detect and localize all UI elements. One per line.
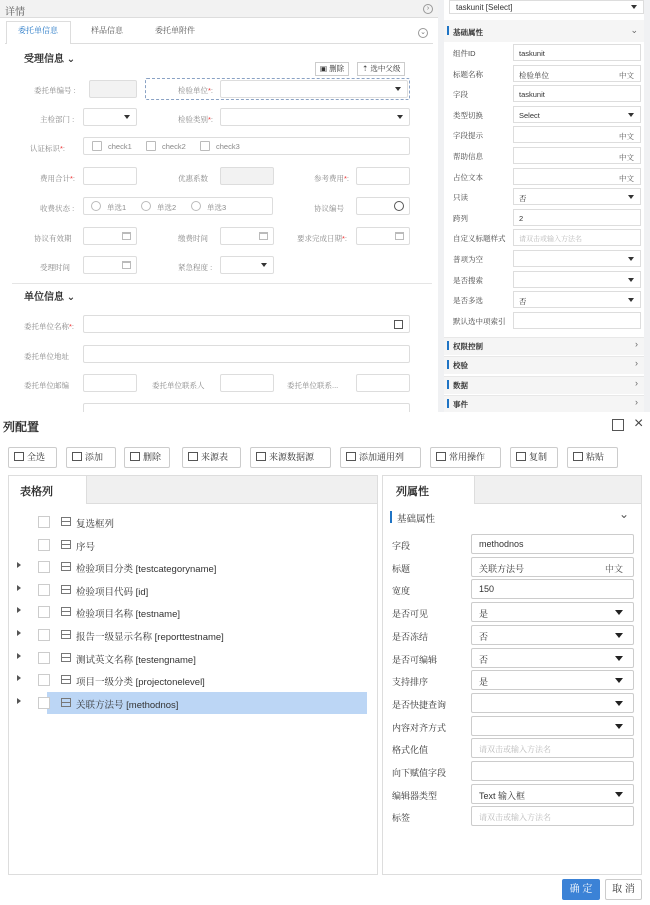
divider [12, 283, 432, 284]
discount-input[interactable] [220, 167, 274, 185]
client-phone-label: 委托单位联系... [287, 381, 339, 390]
row-checkbox[interactable] [38, 584, 50, 596]
prop-input[interactable] [471, 738, 634, 758]
accent-bar [447, 399, 449, 408]
tree-label: 检验项目代码 [id] [76, 586, 149, 598]
accent-bar [447, 360, 449, 369]
toolbar-button[interactable] [567, 447, 618, 468]
toolbar-label: 常用操作 [449, 452, 486, 462]
toolbar-label: 删除 [143, 452, 162, 462]
property-label: 组件ID [453, 49, 476, 58]
toolbar-button[interactable] [510, 447, 558, 468]
client-phone-input[interactable] [356, 374, 410, 392]
dropdown-icon [615, 724, 623, 729]
client-contact-label: 委托单位联系人 [152, 381, 205, 390]
toolbar-button[interactable] [430, 447, 501, 468]
client-name-label: 委托单位名称*: [24, 322, 75, 331]
main-dept-select[interactable] [83, 108, 137, 126]
table-icon [61, 698, 71, 707]
property-value: 2 [519, 213, 524, 223]
toolbar-label: 来源数据源 [269, 452, 315, 462]
prop-label: 支持排序 [392, 677, 429, 688]
chevron-down-icon[interactable]: ⌄ [630, 25, 638, 35]
discount-label: 优惠系数 [178, 174, 208, 183]
dropdown-icon [615, 701, 623, 706]
property-input[interactable] [513, 312, 641, 329]
tree-label: 序号 [76, 541, 96, 553]
section-bg [444, 376, 644, 394]
table-icon [61, 585, 71, 594]
tree-row[interactable] [9, 579, 377, 601]
tree-label: 复选框列 [76, 519, 115, 530]
prop-value: 150 [479, 584, 495, 595]
toolbar-button[interactable] [124, 447, 170, 468]
section-title: 数据 [453, 380, 468, 390]
tab-sample-info[interactable]: 样品信息 [91, 26, 123, 35]
toolbar-button[interactable] [182, 447, 241, 468]
accent-bar [447, 380, 449, 389]
radio2[interactable] [141, 201, 151, 211]
chevron-down-icon[interactable]: ⌄ [619, 507, 630, 521]
prop-label: 编辑器类型 [392, 790, 438, 801]
row-checkbox[interactable] [38, 697, 50, 709]
prop-label: 是否可编辑 [392, 654, 438, 665]
dropdown-icon [615, 633, 623, 638]
calendar-icon[interactable] [122, 232, 131, 240]
property-input[interactable] [513, 209, 641, 226]
prop-value: Text 输入框 [479, 790, 526, 801]
toolbar-button[interactable] [66, 447, 116, 468]
dropdown-icon [628, 298, 634, 302]
accept-time-input[interactable] [83, 256, 137, 274]
dropdown-icon [615, 656, 623, 661]
tree-row[interactable] [9, 669, 377, 691]
dropdown-icon [628, 113, 634, 117]
toolbar-label: 来源表 [201, 452, 229, 462]
prop-value: methodnos [479, 539, 524, 549]
prop-input[interactable] [471, 693, 634, 713]
property-input[interactable] [513, 188, 641, 205]
row-checkbox[interactable] [38, 629, 50, 641]
toolbar-label: 复制 [529, 452, 548, 462]
search-icon[interactable] [394, 201, 404, 211]
property-value: 否 [519, 297, 527, 307]
property-input[interactable] [513, 44, 641, 61]
table-icon [61, 607, 71, 616]
agreement-valid-input[interactable] [83, 227, 137, 245]
main-dept-label: 主检部门 : [40, 115, 75, 124]
property-input[interactable] [513, 147, 641, 164]
section-accept-info: 受理信息 ⌄ [24, 54, 76, 65]
dropdown-icon [628, 278, 634, 282]
close-icon[interactable]: × [634, 415, 644, 432]
delete-button[interactable]: ▣ 删除 [315, 62, 349, 76]
tree-row[interactable] [9, 647, 377, 669]
property-label: 字段提示 [453, 131, 483, 141]
row-checkbox[interactable] [38, 539, 50, 551]
next-row-input[interactable] [83, 403, 410, 412]
lang-label: 中文 [619, 173, 634, 183]
agreement-valid-label: 协议有效期 [34, 234, 72, 243]
toolbar-icon [72, 452, 82, 461]
component-select[interactable]: taskunit [Select] [449, 0, 644, 14]
tree-label: 检验项目名称 [testname] [76, 609, 180, 621]
inspect-unit-select[interactable] [220, 80, 408, 98]
chevron-right-icon[interactable]: › [635, 377, 638, 388]
prop-label: 字段 [392, 541, 411, 551]
detail-title: 详情 [5, 7, 25, 18]
expand-icon[interactable] [17, 630, 21, 636]
prop-label: 标签 [392, 813, 411, 824]
client-addr-input[interactable] [83, 345, 410, 363]
toolbar-icon [516, 452, 526, 461]
basic-props-title: 基础属性 [397, 514, 436, 525]
property-label: 占位文本 [453, 172, 483, 182]
toolbar-icon [188, 452, 198, 461]
fee-total-input[interactable] [83, 167, 137, 185]
row-checkbox[interactable] [38, 674, 50, 686]
section-bg [444, 395, 644, 412]
cert-mark-group [83, 137, 410, 155]
section-bg [444, 356, 644, 374]
toolbar-icon [130, 452, 140, 461]
client-contact-input[interactable] [220, 374, 274, 392]
toolbar-button[interactable] [340, 447, 421, 468]
property-label: 普项为空 [453, 255, 483, 264]
radio1-label: 单选1 [107, 203, 127, 212]
urgency-select[interactable] [220, 256, 274, 274]
tree-row[interactable] [9, 511, 377, 533]
prop-input[interactable] [471, 806, 634, 826]
property-label: 字段 [453, 90, 468, 100]
agreement-no-input[interactable] [356, 197, 410, 215]
placeholder: 请双击或输入方法名 [479, 813, 551, 823]
prop-label: 是否快捷查询 [392, 699, 447, 710]
toolbar-button[interactable] [250, 447, 331, 468]
designer-area [0, 0, 650, 412]
property-panel [444, 0, 644, 412]
property-label: 是否搜索 [453, 275, 483, 285]
prop-input[interactable] [471, 648, 634, 668]
order-no-input[interactable] [89, 80, 137, 98]
property-input[interactable] [513, 126, 641, 143]
prop-input[interactable] [471, 557, 634, 577]
prop-label: 宽度 [392, 586, 411, 597]
inspect-type-label: 检验类别*: [178, 115, 214, 124]
prop-input[interactable] [471, 602, 634, 622]
column-props-header [383, 476, 641, 504]
table-icon [61, 562, 71, 571]
section-title: 校验 [453, 361, 468, 371]
property-value: 否 [519, 194, 527, 204]
prop-label: 是否冻结 [392, 631, 429, 642]
property-input[interactable] [513, 250, 641, 267]
property-label: 默认选中项索引 [453, 316, 506, 326]
property-label: 自定义标题样式 [453, 234, 506, 244]
column-props-panel [382, 475, 642, 875]
table-icon [61, 517, 71, 526]
edit-icon[interactable] [394, 320, 403, 329]
property-label: 是否多选 [453, 296, 483, 306]
prop-input[interactable] [471, 670, 634, 690]
property-input[interactable] [513, 271, 641, 288]
chevron-right-icon[interactable]: › [635, 396, 638, 407]
cancel-button[interactable]: 取 消 [605, 879, 642, 900]
required-date-input[interactable] [356, 227, 410, 245]
check3-label: check3 [216, 142, 240, 151]
dropdown-icon [615, 610, 623, 615]
prop-value: 是 [479, 609, 489, 620]
prop-input[interactable] [471, 625, 634, 645]
row-checkbox[interactable] [38, 561, 50, 573]
pay-time-input[interactable] [220, 227, 274, 245]
property-input[interactable] [513, 229, 641, 246]
dropdown-icon [615, 792, 623, 797]
toolbar-label: 全选 [27, 452, 46, 462]
ref-fee-input[interactable] [356, 167, 410, 185]
prop-value: 关联方法号 [479, 563, 525, 574]
prop-input[interactable] [471, 534, 634, 554]
table-icon [61, 675, 71, 684]
property-input[interactable] [513, 106, 641, 123]
tree-row[interactable] [9, 601, 377, 623]
fee-status-label: 收费状态 : [40, 204, 75, 213]
property-value: Select [519, 110, 540, 120]
lang-label: 中文 [619, 153, 634, 162]
tab-order-info[interactable]: 委托单信息 [18, 26, 58, 35]
client-zip-input[interactable] [83, 374, 137, 392]
cert-mark-label: 认证标识*: [30, 144, 66, 153]
collapse-icon[interactable]: ⌄ [418, 28, 428, 38]
inspect-type-select[interactable] [220, 108, 410, 126]
order-no-label: 委托单编号 : [34, 86, 76, 95]
toolbar-button[interactable] [8, 447, 57, 468]
tree-row[interactable] [9, 534, 377, 556]
check2-checkbox[interactable] [146, 141, 156, 151]
toolbar-icon [14, 452, 24, 461]
property-label: 类型切换 [453, 110, 483, 120]
property-value: 检验单位 [519, 70, 549, 80]
check1-checkbox[interactable] [92, 141, 102, 151]
toolbar-label: 添加 [85, 452, 104, 462]
calendar-icon[interactable] [122, 261, 131, 269]
lang-label: 中文 [604, 563, 623, 574]
expand-icon[interactable] [17, 585, 21, 591]
column-props-title: 列属性 [396, 486, 429, 498]
prop-input[interactable] [471, 761, 634, 781]
tree-row[interactable] [9, 624, 377, 646]
prop-label: 标题 [392, 563, 411, 574]
property-value: taskunit [519, 90, 545, 100]
urgency-label: 紧急程度 : [178, 263, 213, 272]
prop-value: 否 [479, 631, 489, 642]
calendar-icon[interactable] [395, 232, 404, 240]
dropdown-icon [628, 195, 634, 199]
agreement-no-label: 协议编号 [314, 204, 344, 213]
dropdown-icon [615, 678, 623, 683]
toolbar-icon [256, 452, 266, 461]
toolbar-icon [436, 452, 446, 461]
dialog-title: 列配置 [3, 420, 40, 434]
expand-icon[interactable] [17, 653, 21, 659]
tree-label: 项目一级分类 [projectonelevel] [76, 677, 205, 689]
table-columns-header [9, 476, 377, 504]
client-name-input[interactable] [83, 315, 410, 333]
radio3-label: 单选3 [207, 203, 227, 212]
property-label: 只读 [453, 193, 468, 203]
detail-header [0, 0, 438, 18]
toolbar-label: 添加通用列 [359, 452, 405, 462]
arrow-right-icon[interactable]: › [423, 4, 433, 14]
property-input[interactable] [513, 168, 641, 185]
section-title: 事件 [453, 399, 468, 409]
toolbar-label: 粘贴 [586, 452, 605, 462]
expand-icon[interactable] [17, 698, 21, 704]
table-icon [61, 630, 71, 639]
client-addr-label: 委托单位地址 [24, 352, 69, 361]
tab-attachments[interactable]: 委托单附件 [155, 26, 195, 35]
pay-time-label: 缴费时间 [178, 234, 208, 243]
expand-icon[interactable] [17, 562, 21, 568]
expand-icon[interactable] [17, 607, 21, 613]
property-label: 跨列 [453, 213, 468, 223]
prop-input[interactable] [471, 716, 634, 736]
accent-bar [447, 26, 449, 35]
radio1[interactable] [91, 201, 101, 211]
inspect-unit-label: 检验单位*: [178, 86, 214, 95]
toolbar-icon [346, 452, 356, 461]
table-columns-panel [8, 475, 378, 875]
prop-label: 向下赋值字段 [392, 768, 447, 778]
tree-row[interactable] [9, 556, 377, 578]
radio2-label: 单选2 [157, 203, 177, 212]
table-icon [61, 653, 71, 662]
placeholder: 请双击或输入方法名 [519, 236, 582, 244]
placeholder: 请双击或输入方法名 [479, 745, 551, 755]
check1-label: check1 [108, 142, 132, 151]
fee-total-label: 费用合计*: [40, 174, 76, 183]
chevron-right-icon[interactable]: › [635, 358, 638, 369]
accent-bar [390, 511, 392, 523]
tree-label: 测试英文名称 [testengname] [76, 654, 196, 666]
prop-label: 格式化值 [392, 745, 429, 756]
row-checkbox[interactable] [38, 606, 50, 618]
row-checkbox[interactable] [38, 516, 50, 528]
row-checkbox[interactable] [38, 652, 50, 664]
property-value: taskunit [519, 49, 545, 58]
property-label: 帮助信息 [453, 152, 483, 161]
prop-input[interactable] [471, 784, 634, 804]
radio3[interactable] [191, 201, 201, 211]
client-zip-label: 委托单位邮编 [24, 381, 69, 390]
tree-label: 检验项目分类 [testcategoryname] [76, 564, 217, 576]
prop-label: 是否可见 [392, 609, 429, 620]
prop-label: 内容对齐方式 [392, 722, 447, 733]
lang-label: 中文 [619, 132, 634, 142]
section-title: 权限控制 [453, 342, 483, 351]
property-input[interactable] [513, 291, 641, 308]
accent-bar [447, 341, 449, 350]
tree-label: 关联方法号 [methodnos] [76, 699, 179, 711]
prop-input[interactable] [471, 579, 634, 599]
ref-fee-label: 参考费用*: [314, 174, 350, 183]
select-parent-button[interactable]: ⇡ 选中父级 [357, 62, 405, 76]
basic-props-title: 基础属性 [453, 28, 483, 37]
property-input[interactable] [513, 65, 641, 82]
prop-value: 否 [479, 654, 489, 665]
ok-button[interactable]: 确 定 [562, 879, 600, 900]
section-unit-info: 单位信息 ⌄ [24, 292, 76, 303]
property-label: 标题名称 [453, 69, 483, 79]
check2-label: check2 [162, 142, 186, 151]
prop-value: 是 [479, 677, 489, 688]
tree-label: 报告一级显示名称 [reporttestname] [76, 632, 224, 643]
chevron-right-icon[interactable]: › [635, 339, 638, 349]
property-input[interactable] [513, 85, 641, 102]
tree-row[interactable] [9, 692, 377, 714]
detail-form-panel [0, 0, 438, 412]
table-icon [61, 540, 71, 549]
table-columns-title: 表格列 [20, 486, 53, 498]
expand-icon[interactable] [17, 675, 21, 681]
check3-checkbox[interactable] [200, 141, 210, 151]
maximize-icon[interactable] [612, 419, 624, 431]
calendar-icon[interactable] [259, 232, 268, 240]
lang-label: 中文 [619, 70, 634, 80]
dropdown-icon [628, 257, 634, 261]
accept-time-label: 受理时间 [40, 263, 70, 272]
toolbar-icon [573, 452, 583, 461]
required-date-label: 要求完成日期*: [297, 234, 348, 243]
